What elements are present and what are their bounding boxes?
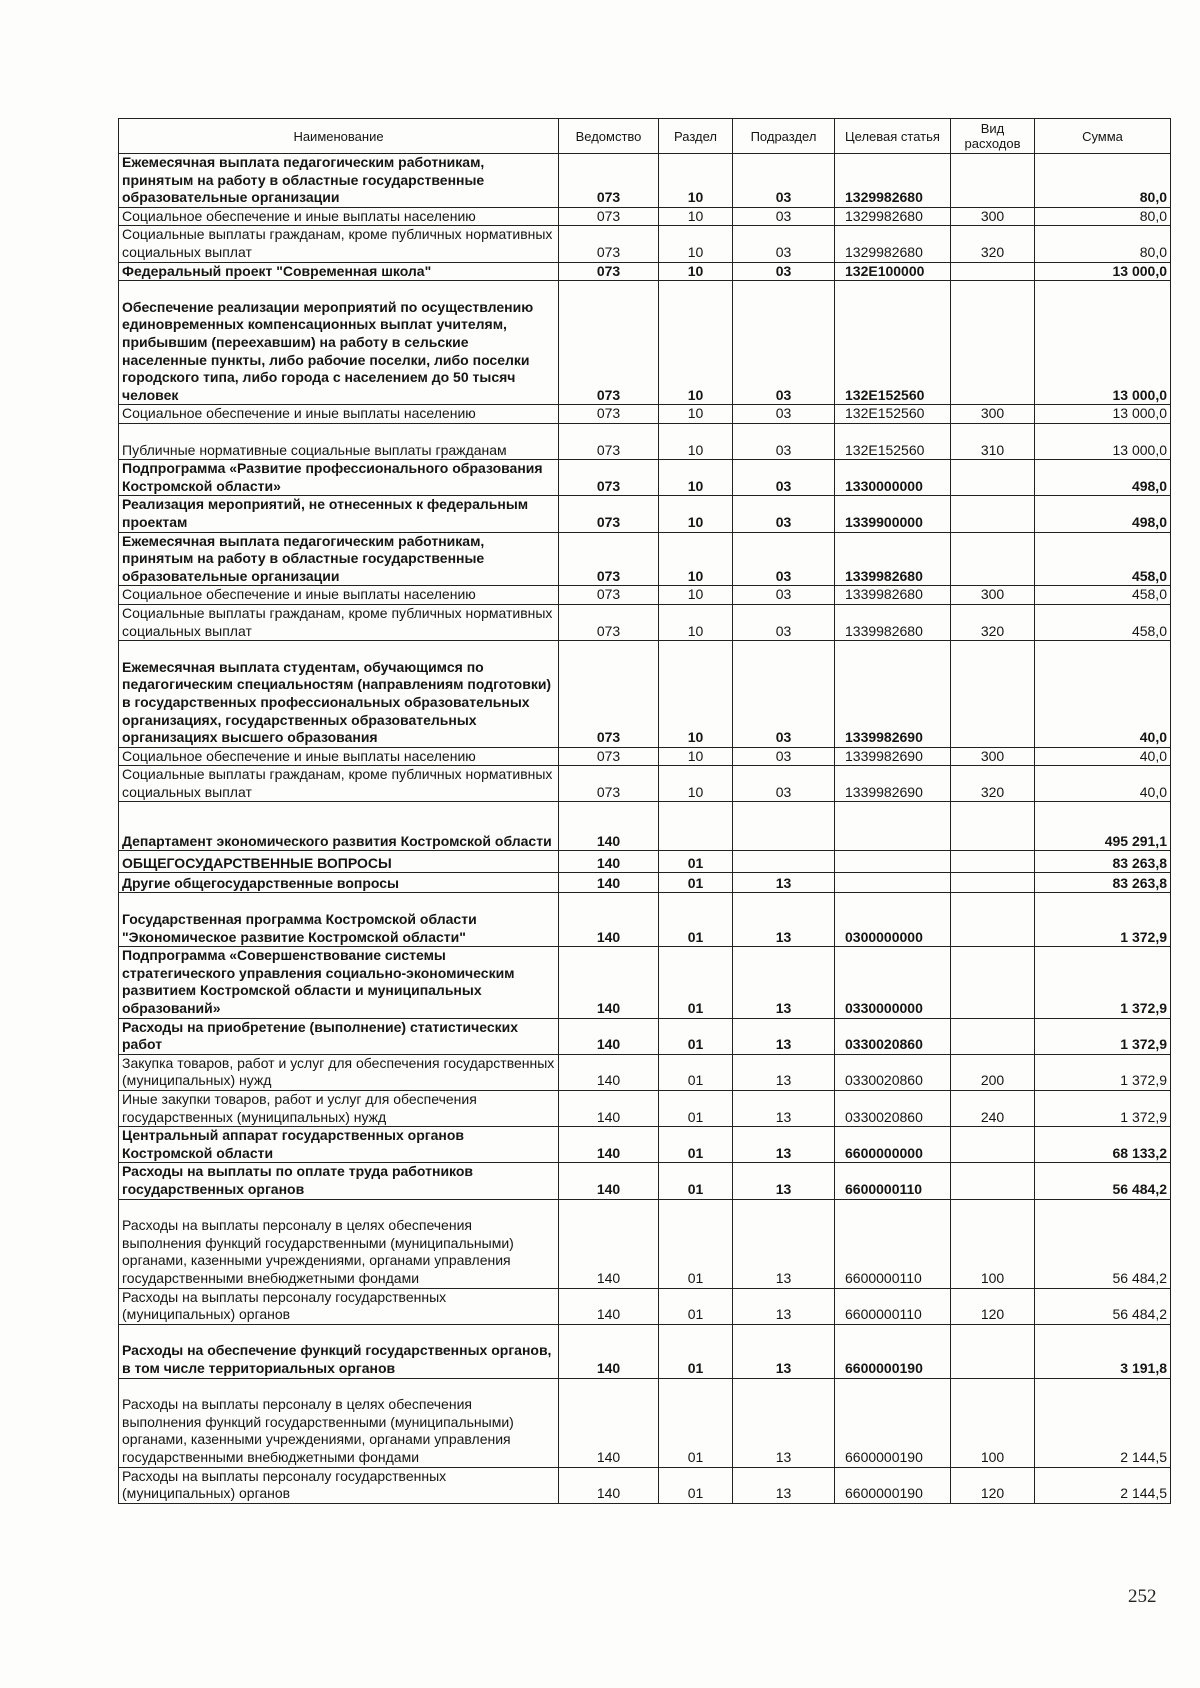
row-subsection: 13 xyxy=(733,1288,835,1324)
row-target: 6600000000 xyxy=(835,1127,951,1163)
row-target: 0330020860 xyxy=(835,1054,951,1090)
row-subsection: 03 xyxy=(733,460,835,496)
row-exp-type xyxy=(951,262,1035,281)
row-name: Ежемесячная выплата студентам, обучающимся по педагогическим специальностям (направлениям подготовки) в государственных профессиональных образовательных организациях, государственных образовательных организациях высшего образования xyxy=(119,641,559,748)
row-section: 10 xyxy=(659,532,733,586)
row-exp-type xyxy=(951,947,1035,1018)
row-target: 6600000190 xyxy=(835,1467,951,1503)
row-dept: 140 xyxy=(559,1199,659,1288)
row-dept: 073 xyxy=(559,496,659,532)
row-name: Реализация мероприятий, не отнесенных к федеральным проектам xyxy=(119,496,559,532)
row-name: Ежемесячная выплата педагогическим работникам, принятым на работу в областные государственные образовательные организации xyxy=(119,532,559,586)
row-subsection: 13 xyxy=(733,893,835,947)
table-row xyxy=(119,423,1171,459)
row-name: Ежемесячная выплата педагогическим работникам, принятым на работу в областные государственные образовательные организации xyxy=(119,154,559,208)
row-sum: 68 133,2 xyxy=(1035,1127,1171,1163)
row-target: 6600000110 xyxy=(835,1163,951,1199)
row-name: Закупка товаров, работ и услуг для обеспечения государственных (муниципальных) нужд xyxy=(119,1054,559,1090)
row-target: 6600000110 xyxy=(835,1199,951,1288)
row-section: 10 xyxy=(659,496,733,532)
row-exp-type: 200 xyxy=(951,1054,1035,1090)
row-exp-type xyxy=(951,893,1035,947)
row-exp-type xyxy=(951,802,1035,851)
row-section: 01 xyxy=(659,947,733,1018)
row-subsection: 03 xyxy=(733,281,835,405)
row-target: 1329982680 xyxy=(835,207,951,226)
row-subsection: 13 xyxy=(733,1324,835,1378)
table-row xyxy=(119,1054,1171,1090)
row-dept: 140 xyxy=(559,1127,659,1163)
row-dept: 140 xyxy=(559,1324,659,1378)
row-name: Расходы на выплаты персоналу государственных (муниципальных) органов xyxy=(119,1467,559,1503)
table-row xyxy=(119,207,1171,226)
row-subsection: 13 xyxy=(733,1091,835,1127)
row-name: Департамент экономического развития Костромской области xyxy=(119,802,559,851)
row-exp-type: 310 xyxy=(951,423,1035,459)
row-dept: 073 xyxy=(559,604,659,640)
row-section: 10 xyxy=(659,423,733,459)
header-subsection: Подраздел xyxy=(733,119,835,154)
row-exp-type: 100 xyxy=(951,1199,1035,1288)
row-exp-type: 320 xyxy=(951,604,1035,640)
row-dept: 140 xyxy=(559,1018,659,1054)
table-row xyxy=(119,1467,1171,1503)
row-sum: 2 144,5 xyxy=(1035,1378,1171,1467)
table-row xyxy=(119,604,1171,640)
row-section: 01 xyxy=(659,1163,733,1199)
table-row xyxy=(119,947,1171,1018)
row-section: 10 xyxy=(659,747,733,766)
row-sum: 458,0 xyxy=(1035,604,1171,640)
row-section: 10 xyxy=(659,604,733,640)
row-exp-type xyxy=(951,1324,1035,1378)
row-exp-type xyxy=(951,532,1035,586)
table-row xyxy=(119,154,1171,208)
row-subsection: 03 xyxy=(733,586,835,605)
row-name: Социальное обеспечение и иные выплаты населению xyxy=(119,405,559,424)
row-section: 01 xyxy=(659,1378,733,1467)
table-row xyxy=(119,851,1171,873)
table-row xyxy=(119,641,1171,748)
row-exp-type xyxy=(951,641,1035,748)
row-section: 10 xyxy=(659,641,733,748)
row-target: 1339982680 xyxy=(835,532,951,586)
row-sum: 83 263,8 xyxy=(1035,851,1171,873)
row-dept: 073 xyxy=(559,405,659,424)
row-section: 01 xyxy=(659,1018,733,1054)
row-target: 132E152560 xyxy=(835,281,951,405)
row-sum: 13 000,0 xyxy=(1035,262,1171,281)
row-sum: 80,0 xyxy=(1035,154,1171,208)
row-dept: 073 xyxy=(559,207,659,226)
row-target xyxy=(835,873,951,893)
row-section: 01 xyxy=(659,1288,733,1324)
row-section: 01 xyxy=(659,1199,733,1288)
row-name: Публичные нормативные социальные выплаты гражданам xyxy=(119,423,559,459)
row-subsection: 03 xyxy=(733,405,835,424)
row-section: 10 xyxy=(659,262,733,281)
row-section: 01 xyxy=(659,1127,733,1163)
row-name: Расходы на выплаты по оплате труда работников государственных органов xyxy=(119,1163,559,1199)
row-sum: 80,0 xyxy=(1035,226,1171,262)
row-exp-type xyxy=(951,460,1035,496)
row-exp-type xyxy=(951,851,1035,873)
row-sum: 1 372,9 xyxy=(1035,893,1171,947)
row-section: 01 xyxy=(659,1054,733,1090)
row-subsection: 03 xyxy=(733,226,835,262)
row-target: 6600000190 xyxy=(835,1324,951,1378)
table-row xyxy=(119,532,1171,586)
row-subsection: 03 xyxy=(733,604,835,640)
table-row xyxy=(119,1127,1171,1163)
row-sum: 80,0 xyxy=(1035,207,1171,226)
row-section: 01 xyxy=(659,1467,733,1503)
row-target: 0300000000 xyxy=(835,893,951,947)
page-number: 252 xyxy=(1128,1586,1157,1607)
row-section: 10 xyxy=(659,766,733,802)
row-subsection: 13 xyxy=(733,1378,835,1467)
table-row xyxy=(119,281,1171,405)
table-row xyxy=(119,405,1171,424)
row-dept: 073 xyxy=(559,154,659,208)
row-target: 1339982690 xyxy=(835,747,951,766)
row-subsection: 03 xyxy=(733,262,835,281)
row-sum: 1 372,9 xyxy=(1035,1018,1171,1054)
row-dept: 140 xyxy=(559,947,659,1018)
row-exp-type xyxy=(951,496,1035,532)
row-dept: 140 xyxy=(559,1288,659,1324)
row-sum: 40,0 xyxy=(1035,766,1171,802)
row-subsection: 03 xyxy=(733,423,835,459)
row-exp-type: 120 xyxy=(951,1467,1035,1503)
row-name: Иные закупки товаров, работ и услуг для обеспечения государственных (муниципальных) нужд xyxy=(119,1091,559,1127)
table-row xyxy=(119,1163,1171,1199)
table-body xyxy=(119,154,1171,1504)
row-dept: 073 xyxy=(559,262,659,281)
row-dept: 073 xyxy=(559,460,659,496)
table-row xyxy=(119,1324,1171,1378)
row-sum: 1 372,9 xyxy=(1035,1091,1171,1127)
row-name: Расходы на выплаты персоналу в целях обеспечения выполнения функций государственными (муниципальными) органами, казенными учреждениями, органами управления государственными внебюджетными фондами xyxy=(119,1199,559,1288)
table-row xyxy=(119,1378,1171,1467)
row-name: Социальное обеспечение и иные выплаты населению xyxy=(119,747,559,766)
row-sum: 13 000,0 xyxy=(1035,405,1171,424)
row-dept: 073 xyxy=(559,226,659,262)
table-row xyxy=(119,747,1171,766)
row-dept: 073 xyxy=(559,586,659,605)
row-exp-type: 300 xyxy=(951,747,1035,766)
row-dept: 140 xyxy=(559,851,659,873)
row-subsection: 03 xyxy=(733,496,835,532)
row-target: 1339982690 xyxy=(835,641,951,748)
row-target: 1329982680 xyxy=(835,226,951,262)
row-subsection: 13 xyxy=(733,1199,835,1288)
header-dept: Ведомство xyxy=(559,119,659,154)
row-sum: 40,0 xyxy=(1035,747,1171,766)
row-dept: 140 xyxy=(559,1054,659,1090)
row-section xyxy=(659,802,733,851)
row-exp-type xyxy=(951,1163,1035,1199)
row-exp-type: 320 xyxy=(951,226,1035,262)
row-subsection xyxy=(733,802,835,851)
row-name: Другие общегосударственные вопросы xyxy=(119,873,559,893)
row-name: Федеральный проект "Современная школа" xyxy=(119,262,559,281)
row-target: 1339982690 xyxy=(835,766,951,802)
row-subsection: 03 xyxy=(733,532,835,586)
row-exp-type: 300 xyxy=(951,207,1035,226)
row-dept: 073 xyxy=(559,281,659,405)
row-sum: 498,0 xyxy=(1035,496,1171,532)
row-subsection: 03 xyxy=(733,747,835,766)
table-row xyxy=(119,893,1171,947)
row-name: Социальные выплаты гражданам, кроме публичных нормативных социальных выплат xyxy=(119,604,559,640)
row-target: 1339982680 xyxy=(835,604,951,640)
table-row xyxy=(119,766,1171,802)
row-exp-type: 300 xyxy=(951,405,1035,424)
row-sum: 83 263,8 xyxy=(1035,873,1171,893)
table-row xyxy=(119,460,1171,496)
header-sum: Сумма xyxy=(1035,119,1171,154)
row-sum: 1 372,9 xyxy=(1035,1054,1171,1090)
row-target: 1329982680 xyxy=(835,154,951,208)
row-target: 0330020860 xyxy=(835,1018,951,1054)
row-target: 132E152560 xyxy=(835,405,951,424)
row-name: Расходы на приобретение (выполнение) статистических работ xyxy=(119,1018,559,1054)
row-name: Расходы на обеспечение функций государственных органов, в том числе территориальных органов xyxy=(119,1324,559,1378)
row-dept: 140 xyxy=(559,1163,659,1199)
budget-table xyxy=(118,118,1171,1504)
row-subsection: 03 xyxy=(733,154,835,208)
table-row xyxy=(119,1288,1171,1324)
row-name: Подпрограмма «Развитие профессионального образования Костромской области» xyxy=(119,460,559,496)
row-target: 0330000000 xyxy=(835,947,951,1018)
row-subsection: 13 xyxy=(733,947,835,1018)
row-name: Социальное обеспечение и иные выплаты населению xyxy=(119,207,559,226)
header-row xyxy=(119,119,1171,154)
row-subsection: 13 xyxy=(733,1163,835,1199)
row-section: 10 xyxy=(659,281,733,405)
row-sum: 495 291,1 xyxy=(1035,802,1171,851)
row-name: Социальное обеспечение и иные выплаты населению xyxy=(119,586,559,605)
row-section: 10 xyxy=(659,154,733,208)
row-exp-type xyxy=(951,1018,1035,1054)
row-subsection: 03 xyxy=(733,766,835,802)
row-sum: 2 144,5 xyxy=(1035,1467,1171,1503)
row-exp-type: 120 xyxy=(951,1288,1035,1324)
row-section: 10 xyxy=(659,405,733,424)
row-subsection: 13 xyxy=(733,1018,835,1054)
row-sum: 56 484,2 xyxy=(1035,1199,1171,1288)
row-exp-type: 240 xyxy=(951,1091,1035,1127)
row-section: 01 xyxy=(659,873,733,893)
table-row xyxy=(119,1018,1171,1054)
row-name: ОБЩЕГОСУДАРСТВЕННЫЕ ВОПРОСЫ xyxy=(119,851,559,873)
row-target: 132E152560 xyxy=(835,423,951,459)
table-row xyxy=(119,496,1171,532)
row-dept: 073 xyxy=(559,532,659,586)
row-name: Социальные выплаты гражданам, кроме публичных нормативных социальных выплат xyxy=(119,766,559,802)
row-exp-type: 300 xyxy=(951,586,1035,605)
row-target: 1339982680 xyxy=(835,586,951,605)
row-subsection: 13 xyxy=(733,873,835,893)
row-target: 6600000190 xyxy=(835,1378,951,1467)
row-target: 1339900000 xyxy=(835,496,951,532)
row-section: 10 xyxy=(659,460,733,496)
row-section: 10 xyxy=(659,207,733,226)
row-subsection: 13 xyxy=(733,1467,835,1503)
table-row xyxy=(119,873,1171,893)
row-section: 01 xyxy=(659,1324,733,1378)
row-sum: 458,0 xyxy=(1035,586,1171,605)
row-sum: 56 484,2 xyxy=(1035,1163,1171,1199)
row-sum: 13 000,0 xyxy=(1035,423,1171,459)
row-name: Расходы на выплаты персоналу государственных (муниципальных) органов xyxy=(119,1288,559,1324)
row-section: 10 xyxy=(659,226,733,262)
table-row xyxy=(119,586,1171,605)
row-exp-type: 100 xyxy=(951,1378,1035,1467)
row-sum: 458,0 xyxy=(1035,532,1171,586)
row-target: 132E100000 xyxy=(835,262,951,281)
table-row xyxy=(119,1091,1171,1127)
header-target: Целевая статья xyxy=(835,119,951,154)
row-dept: 073 xyxy=(559,641,659,748)
row-name: Расходы на выплаты персоналу в целях обеспечения выполнения функций государственными (муниципальными) органами, казенными учреждениями, органами управления государственными внебюджетными фондами xyxy=(119,1378,559,1467)
row-subsection: 03 xyxy=(733,207,835,226)
table-row xyxy=(119,226,1171,262)
row-dept: 073 xyxy=(559,423,659,459)
row-dept: 140 xyxy=(559,802,659,851)
row-dept: 140 xyxy=(559,1091,659,1127)
row-target: 6600000110 xyxy=(835,1288,951,1324)
row-sum: 3 191,8 xyxy=(1035,1324,1171,1378)
row-dept: 073 xyxy=(559,747,659,766)
row-name: Государственная программа Костромской области "Экономическое развитие Костромской области" xyxy=(119,893,559,947)
row-subsection: 13 xyxy=(733,1054,835,1090)
row-section: 01 xyxy=(659,893,733,947)
row-exp-type xyxy=(951,281,1035,405)
row-name: Обеспечение реализации мероприятий по осуществлению единовременных компенсационных выплат учителям, прибывшим (переехавшим) на работу в сельские населенные пункты, либо рабочие поселки, либо поселки городского типа, либо города с населением до 50 тысяч человек xyxy=(119,281,559,405)
row-exp-type xyxy=(951,1127,1035,1163)
row-name: Подпрограмма «Совершенствование системы стратегического управления социально-экономическим развитием Костромской области и муниципальных образований» xyxy=(119,947,559,1018)
row-dept: 140 xyxy=(559,893,659,947)
row-target: 0330020860 xyxy=(835,1091,951,1127)
row-target: 1330000000 xyxy=(835,460,951,496)
row-subsection: 03 xyxy=(733,641,835,748)
row-exp-type: 320 xyxy=(951,766,1035,802)
row-sum: 13 000,0 xyxy=(1035,281,1171,405)
row-sum: 56 484,2 xyxy=(1035,1288,1171,1324)
table-row xyxy=(119,802,1171,851)
header-section: Раздел xyxy=(659,119,733,154)
row-subsection: 13 xyxy=(733,1127,835,1163)
table-row xyxy=(119,1199,1171,1288)
row-dept: 140 xyxy=(559,873,659,893)
row-exp-type xyxy=(951,873,1035,893)
row-section: 01 xyxy=(659,851,733,873)
row-sum: 1 372,9 xyxy=(1035,947,1171,1018)
row-section: 01 xyxy=(659,1091,733,1127)
row-dept: 073 xyxy=(559,766,659,802)
row-dept: 140 xyxy=(559,1378,659,1467)
row-dept: 140 xyxy=(559,1467,659,1503)
table-row xyxy=(119,262,1171,281)
header-exp-type: Вид расходов xyxy=(951,119,1035,154)
row-sum: 40,0 xyxy=(1035,641,1171,748)
row-subsection xyxy=(733,851,835,873)
row-target xyxy=(835,802,951,851)
row-exp-type xyxy=(951,154,1035,208)
row-target xyxy=(835,851,951,873)
row-name: Социальные выплаты гражданам, кроме публичных нормативных социальных выплат xyxy=(119,226,559,262)
row-section: 10 xyxy=(659,586,733,605)
row-name: Центральный аппарат государственных органов Костромской области xyxy=(119,1127,559,1163)
header-name: Наименование xyxy=(119,119,559,154)
row-sum: 498,0 xyxy=(1035,460,1171,496)
